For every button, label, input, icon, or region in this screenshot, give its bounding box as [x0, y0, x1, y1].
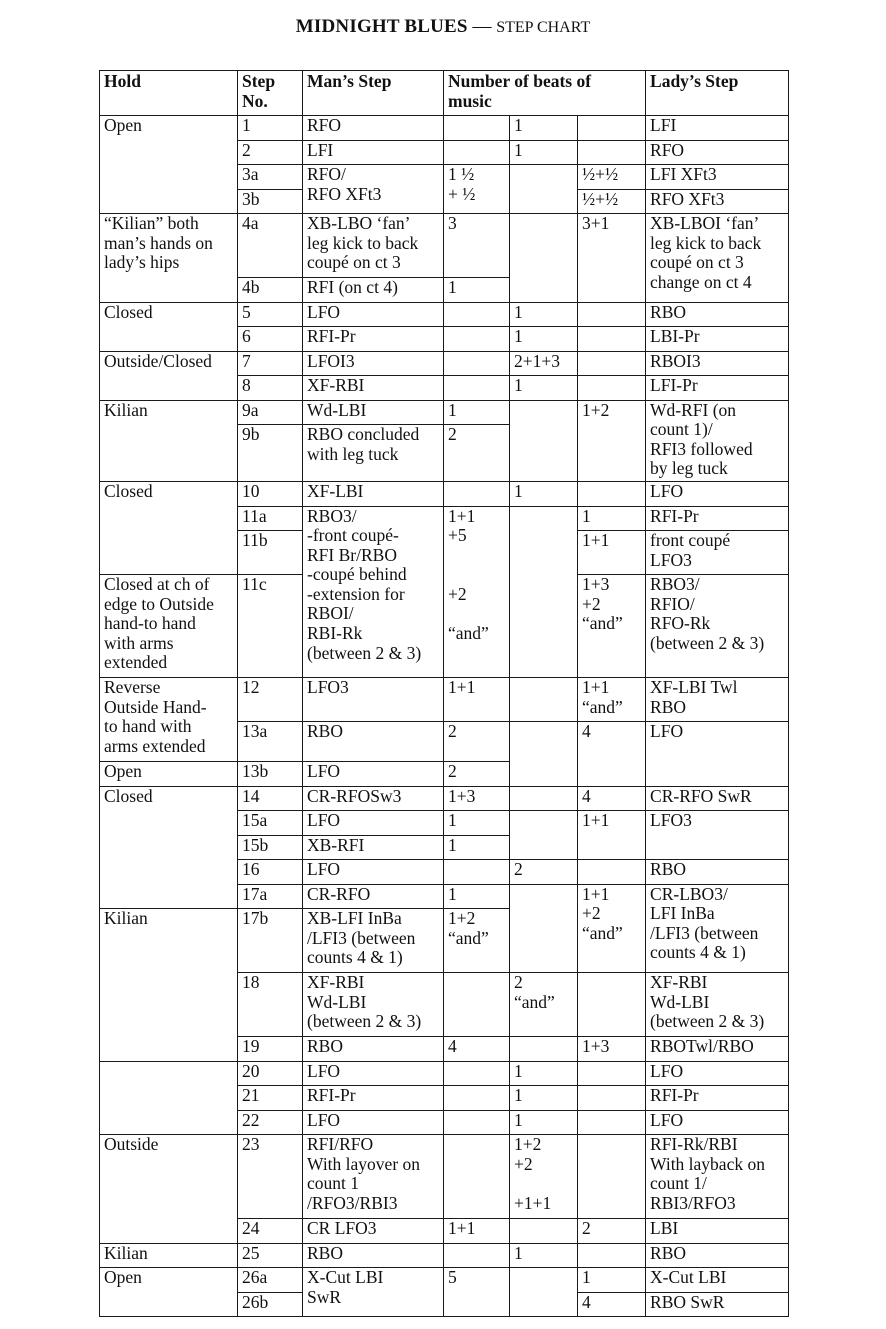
- beats-col1: 2: [444, 722, 510, 762]
- ladys-step: Wd-RFI (on count 1)/ RFI3 followed by leg tuck: [646, 400, 789, 482]
- beats-col3: 1+1 “and”: [578, 678, 646, 722]
- beats-col2: [510, 400, 578, 482]
- ladys-step: XF-LBI Twl RBO: [646, 678, 789, 722]
- ladys-step: LFO: [646, 1061, 789, 1086]
- ladys-step: CR-LBO3/ LFI InBa /LFI3 (between counts 4 & 1): [646, 884, 789, 973]
- step-chart-table: [99, 70, 789, 1317]
- step-no: 2: [238, 140, 303, 165]
- title-sub: STEP CHART: [496, 19, 591, 36]
- mans-step: CR LFO3: [303, 1219, 444, 1244]
- beats-col3: 4: [578, 722, 646, 787]
- beats-col1: [444, 116, 510, 141]
- beats-col3: 1+3: [578, 1037, 646, 1062]
- table-row: [100, 786, 789, 811]
- table-row: [100, 1268, 789, 1293]
- beats-col3: 1: [578, 506, 646, 531]
- step-no: 16: [238, 860, 303, 885]
- table-row: [100, 400, 789, 425]
- mans-step: Wd-LBI: [303, 400, 444, 425]
- beats-col3: 1+1: [578, 531, 646, 575]
- title-main: MIDNIGHT BLUES: [295, 16, 468, 37]
- ladys-step: RFO: [646, 140, 789, 165]
- beats-col1: 4: [444, 1037, 510, 1062]
- beats-col3: ½+½: [578, 165, 646, 190]
- beats-col1: 2: [444, 425, 510, 482]
- beats-col2: 2: [510, 860, 578, 885]
- mans-step: LFO: [303, 1061, 444, 1086]
- table-row: [100, 1243, 789, 1268]
- beats-col3: [578, 1061, 646, 1086]
- ladys-step: RBO3/ RFIO/ RFO-Rk (between 2 & 3): [646, 575, 789, 678]
- step-no: 9a: [238, 400, 303, 425]
- beats-col1: [444, 302, 510, 327]
- beats-col1: 1: [444, 811, 510, 836]
- ladys-step: front coupé LFO3: [646, 531, 789, 575]
- hold-cell: Outside: [100, 1135, 238, 1244]
- step-no: 17b: [238, 909, 303, 973]
- mans-step: LFO: [303, 860, 444, 885]
- beats-col3: [578, 1243, 646, 1268]
- step-no: 24: [238, 1219, 303, 1244]
- table-row: [100, 1061, 789, 1086]
- step-no: 15b: [238, 835, 303, 860]
- table-row: [100, 482, 789, 507]
- step-no: 10: [238, 482, 303, 507]
- beats-col2: 1: [510, 140, 578, 165]
- step-no: 8: [238, 376, 303, 401]
- beats-col1: 1: [444, 278, 510, 303]
- mans-step: XB-LFI InBa /LFI3 (between counts 4 & 1): [303, 909, 444, 973]
- mans-step: LFO: [303, 811, 444, 836]
- beats-col2: [510, 786, 578, 811]
- beats-col1: [444, 351, 510, 376]
- mans-step: CR-RFOSw3: [303, 786, 444, 811]
- beats-col1: [444, 140, 510, 165]
- beats-col1: 1+1: [444, 1219, 510, 1244]
- step-no: 13b: [238, 762, 303, 787]
- beats-col1: [444, 376, 510, 401]
- table-row: [100, 214, 789, 278]
- header-hold: Hold: [100, 71, 238, 116]
- beats-col2: 1: [510, 482, 578, 507]
- mans-step: LFO: [303, 302, 444, 327]
- beats-col1: 2: [444, 762, 510, 787]
- mans-step: RBO concluded with leg tuck: [303, 425, 444, 482]
- step-no: 20: [238, 1061, 303, 1086]
- beats-col3: 3+1: [578, 214, 646, 303]
- mans-step: RFI-Pr: [303, 1086, 444, 1111]
- beats-col1: [444, 1061, 510, 1086]
- beats-col2: 1: [510, 1061, 578, 1086]
- beats-col3: ½+½: [578, 189, 646, 214]
- mans-step: RFI/RFO With layover on count 1 /RFO3/RBI3: [303, 1135, 444, 1219]
- beats-col3: [578, 973, 646, 1037]
- beats-col2: 1+2 +2 +1+1: [510, 1135, 578, 1219]
- beats-col2: 1: [510, 1243, 578, 1268]
- mans-step: LFO: [303, 762, 444, 787]
- mans-step: XB-LBO ‘fan’ leg kick to back coupé on ct 3: [303, 214, 444, 278]
- beats-col1: [444, 973, 510, 1037]
- ladys-step: RFI-Pr: [646, 1086, 789, 1111]
- step-no: 14: [238, 786, 303, 811]
- beats-col2: [510, 811, 578, 860]
- beats-col1: 5: [444, 1268, 510, 1317]
- beats-col1: [444, 1110, 510, 1135]
- hold-cell: Kilian: [100, 909, 238, 1062]
- beats-col1: 3: [444, 214, 510, 278]
- beats-col3: 4: [578, 1292, 646, 1317]
- beats-col1: 1+2 “and”: [444, 909, 510, 973]
- table-row: [100, 1135, 789, 1219]
- beats-col3: [578, 482, 646, 507]
- mans-step: XB-RFI: [303, 835, 444, 860]
- ladys-step: RBO SwR: [646, 1292, 789, 1317]
- ladys-step: LFO: [646, 482, 789, 507]
- beats-col2: [510, 214, 578, 303]
- step-no: 26a: [238, 1268, 303, 1293]
- mans-step: XF-LBI: [303, 482, 444, 507]
- beats-col3: 4: [578, 786, 646, 811]
- beats-col3: [578, 116, 646, 141]
- step-no: 22: [238, 1110, 303, 1135]
- ladys-step: LBI-Pr: [646, 327, 789, 352]
- ladys-step: LBI: [646, 1219, 789, 1244]
- mans-step: LFI: [303, 140, 444, 165]
- ladys-step: RBOI3: [646, 351, 789, 376]
- ladys-step: XB-LBOI ‘fan’ leg kick to back coupé on ct 3 change on ct 4: [646, 214, 789, 303]
- beats-col2: [510, 1219, 578, 1244]
- ladys-step: RBO: [646, 860, 789, 885]
- beats-col1: [444, 1086, 510, 1111]
- hold-cell: “Kilian” both man’s hands on lady’s hips: [100, 214, 238, 303]
- beats-col2: [510, 165, 578, 214]
- hold-cell: Kilian: [100, 400, 238, 482]
- ladys-step: RFO XFt3: [646, 189, 789, 214]
- mans-step: LFO: [303, 1110, 444, 1135]
- beats-col1: [444, 327, 510, 352]
- beats-col2: 2 “and”: [510, 973, 578, 1037]
- hold-cell: Open: [100, 1268, 238, 1317]
- beats-col3: [578, 1110, 646, 1135]
- step-no: 18: [238, 973, 303, 1037]
- beats-col1: 1: [444, 400, 510, 425]
- beats-col1: 1: [444, 835, 510, 860]
- ladys-step: RFI-Pr: [646, 506, 789, 531]
- header-row: [100, 71, 789, 116]
- hold-cell: Open: [100, 116, 238, 214]
- mans-step: RFO: [303, 116, 444, 141]
- ladys-step: LFI XFt3: [646, 165, 789, 190]
- ladys-step: CR-RFO SwR: [646, 786, 789, 811]
- header-step-no: Step No.: [238, 71, 303, 116]
- mans-step: RFO/ RFO XFt3: [303, 165, 444, 214]
- ladys-step: LFI-Pr: [646, 376, 789, 401]
- hold-cell: Closed at ch of edge to Outside hand-to hand with arms extended: [100, 575, 238, 678]
- ladys-step: LFO: [646, 722, 789, 787]
- step-no: 19: [238, 1037, 303, 1062]
- mans-step: RBO3/ -front coupé- RFI Br/RBO -coupé behind -extension for RBOI/ RBI-Rk (between 2 & 3): [303, 506, 444, 678]
- beats-col3: [578, 327, 646, 352]
- ladys-step: RBO: [646, 302, 789, 327]
- beats-col3: 1+1: [578, 811, 646, 860]
- step-no: 11a: [238, 506, 303, 531]
- beats-col1: 1: [444, 884, 510, 909]
- step-no: 26b: [238, 1292, 303, 1317]
- beats-col2: [510, 1268, 578, 1317]
- table-row: [100, 302, 789, 327]
- beats-col1: 1+1: [444, 678, 510, 722]
- ladys-step: XF-RBI Wd-LBI (between 2 & 3): [646, 973, 789, 1037]
- header-mans-step: Man’s Step: [303, 71, 444, 116]
- ladys-step: RBOTwl/RBO: [646, 1037, 789, 1062]
- hold-cell: Closed: [100, 786, 238, 909]
- beats-col3: [578, 860, 646, 885]
- table-row: [100, 678, 789, 722]
- hold-cell: Reverse Outside Hand- to hand with arms extended: [100, 678, 238, 762]
- ladys-step: RFI-Rk/RBI With layback on count 1/ RBI3/RFO3: [646, 1135, 789, 1219]
- beats-col2: 1: [510, 1110, 578, 1135]
- beats-col3: [578, 1135, 646, 1219]
- beats-col1: 1+1 +5 +2 “and”: [444, 506, 510, 678]
- beats-col2: [510, 884, 578, 973]
- beats-col3: [578, 1086, 646, 1111]
- beats-col2: [510, 678, 578, 722]
- step-no: 3a: [238, 165, 303, 190]
- hold-cell: Outside/Closed: [100, 351, 238, 400]
- step-no: 13a: [238, 722, 303, 762]
- beats-col3: 1+2: [578, 400, 646, 482]
- beats-col3: 1+3 +2 “and”: [578, 575, 646, 678]
- mans-step: RBO: [303, 1243, 444, 1268]
- beats-col2: 1: [510, 116, 578, 141]
- mans-step: RBO: [303, 1037, 444, 1062]
- beats-col1: [444, 1243, 510, 1268]
- beats-col1: 1+3: [444, 786, 510, 811]
- beats-col3: [578, 376, 646, 401]
- table-row: [100, 116, 789, 141]
- step-no: 21: [238, 1086, 303, 1111]
- beats-col2: 1: [510, 376, 578, 401]
- hold-cell: Kilian: [100, 1243, 238, 1268]
- step-no: 9b: [238, 425, 303, 482]
- step-no: 1: [238, 116, 303, 141]
- step-no: 5: [238, 302, 303, 327]
- ladys-step: LFI: [646, 116, 789, 141]
- mans-step: XF-RBI Wd-LBI (between 2 & 3): [303, 973, 444, 1037]
- ladys-step: RBO: [646, 1243, 789, 1268]
- step-no: 23: [238, 1135, 303, 1219]
- mans-step: RFI (on ct 4): [303, 278, 444, 303]
- beats-col2: 1: [510, 327, 578, 352]
- beats-col3: 2: [578, 1219, 646, 1244]
- page-title: [0, 16, 886, 38]
- mans-step: X-Cut LBI SwR: [303, 1268, 444, 1317]
- beats-col2: [510, 1037, 578, 1062]
- step-no: 4b: [238, 278, 303, 303]
- beats-col3: [578, 351, 646, 376]
- header-ladys-step: Lady’s Step: [646, 71, 789, 116]
- beats-col1: [444, 1135, 510, 1219]
- step-no: 7: [238, 351, 303, 376]
- hold-cell: Open: [100, 762, 238, 787]
- mans-step: LFO3: [303, 678, 444, 722]
- mans-step: LFOI3: [303, 351, 444, 376]
- step-no: 25: [238, 1243, 303, 1268]
- beats-col2: 2+1+3: [510, 351, 578, 376]
- mans-step: RBO: [303, 722, 444, 762]
- ladys-step: X-Cut LBI: [646, 1268, 789, 1293]
- title-dash: —: [472, 16, 492, 37]
- beats-col3: [578, 140, 646, 165]
- step-no: 3b: [238, 189, 303, 214]
- beats-col2: 1: [510, 302, 578, 327]
- beats-col3: 1: [578, 1268, 646, 1293]
- beats-col3: 1+1 +2 “and”: [578, 884, 646, 973]
- beats-col2: [510, 506, 578, 678]
- beats-col1: 1 ½ + ½: [444, 165, 510, 214]
- ladys-step: LFO3: [646, 811, 789, 860]
- step-no: 6: [238, 327, 303, 352]
- hold-cell: Closed: [100, 482, 238, 575]
- beats-col2: [510, 722, 578, 787]
- beats-col2: 1: [510, 1086, 578, 1111]
- mans-step: RFI-Pr: [303, 327, 444, 352]
- step-no: 17a: [238, 884, 303, 909]
- step-no: 11b: [238, 531, 303, 575]
- step-no: 4a: [238, 214, 303, 278]
- hold-cell: [100, 1061, 238, 1135]
- step-no: 12: [238, 678, 303, 722]
- hold-cell: Closed: [100, 302, 238, 351]
- beats-col1: [444, 860, 510, 885]
- step-no: 15a: [238, 811, 303, 836]
- mans-step: XF-RBI: [303, 376, 444, 401]
- table-row: [100, 351, 789, 376]
- header-beats: Number of beats of music: [444, 71, 646, 116]
- step-no: 11c: [238, 575, 303, 678]
- beats-col1: [444, 482, 510, 507]
- beats-col3: [578, 302, 646, 327]
- mans-step: CR-RFO: [303, 884, 444, 909]
- ladys-step: LFO: [646, 1110, 789, 1135]
